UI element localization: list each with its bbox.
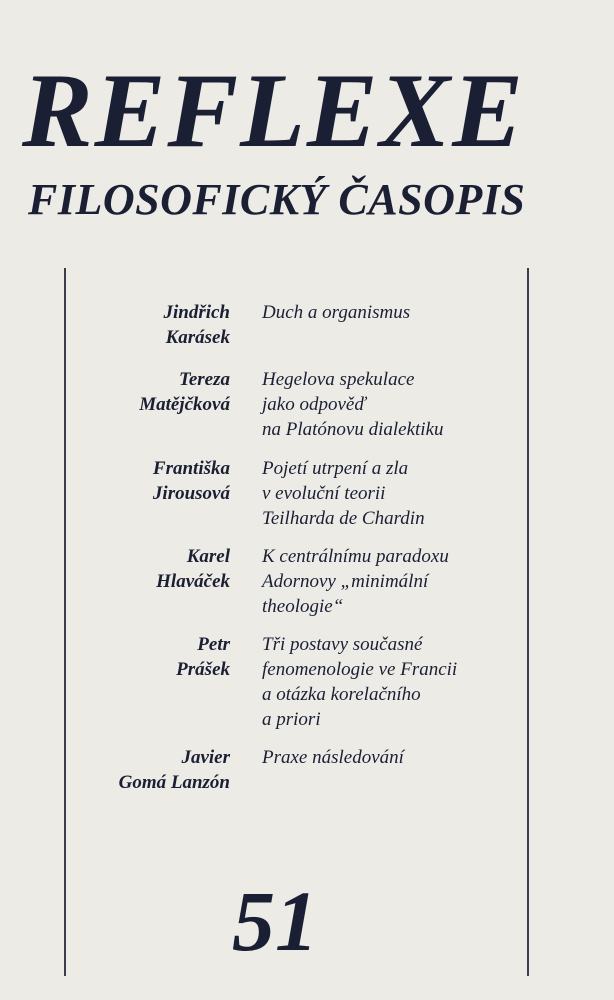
author-first-name: Karel — [186, 546, 230, 567]
entry-article-title — [262, 632, 520, 745]
author-first-name: Javier — [181, 747, 230, 768]
entry-article-title — [262, 745, 520, 805]
table-of-contents — [70, 300, 520, 805]
author-last-name: Matějčková — [139, 394, 230, 415]
article-line: fenomenologie ve Francii — [262, 659, 458, 680]
article-line: theologie“ — [262, 596, 344, 617]
author-last-name: Hlaváček — [156, 571, 230, 592]
contents-entry — [70, 745, 520, 805]
author-last-name: Karásek — [165, 327, 230, 348]
right-vertical-rule — [527, 268, 529, 976]
journal-title: REFLEXE — [22, 52, 525, 169]
article-line: a priori — [262, 709, 321, 730]
entry-author — [70, 456, 262, 544]
entry-author — [70, 300, 262, 367]
article-line: v evoluční teorii — [262, 483, 386, 504]
article-line: Adornovy „minimální — [262, 571, 429, 592]
entry-author — [70, 367, 262, 456]
article-line: Praxe následování — [262, 747, 404, 768]
article-line: Duch a organismus — [262, 302, 411, 323]
contents-entry — [70, 632, 520, 745]
article-line: Hegelova spekulace — [262, 369, 415, 390]
left-vertical-rule — [64, 268, 66, 976]
article-line: K centrálnímu paradoxu — [262, 546, 449, 567]
entry-author — [70, 745, 262, 805]
author-last-name: Jirousová — [152, 483, 230, 504]
journal-subtitle: FILOSOFICKÝ ČASOPIS — [28, 175, 526, 224]
author-last-name: Gomá Lanzón — [118, 772, 230, 793]
entry-author — [70, 632, 262, 745]
author-first-name: Petr — [197, 634, 230, 655]
author-first-name: Tereza — [178, 369, 230, 390]
issue-number: 51 — [232, 873, 318, 969]
entry-article-title — [262, 544, 520, 632]
entry-article-title — [262, 300, 520, 367]
contents-entry — [70, 456, 520, 544]
article-line: a otázka korelačního — [262, 684, 421, 705]
contents-entry — [70, 367, 520, 456]
contents-entry — [70, 300, 520, 367]
entry-article-title — [262, 456, 520, 544]
entry-author — [70, 544, 262, 632]
author-first-name: Jindřich — [163, 302, 230, 323]
article-line: Teilharda de Chardin — [262, 508, 425, 529]
contents-entry — [70, 544, 520, 632]
article-line: jako odpověď — [262, 394, 366, 415]
entry-article-title — [262, 367, 520, 456]
article-line: Tři postavy současné — [262, 634, 423, 655]
author-first-name: Františka — [152, 458, 230, 479]
author-last-name: Prášek — [176, 659, 230, 680]
article-line: Pojetí utrpení a zla — [262, 458, 409, 479]
article-line: na Platónovu dialektiku — [262, 419, 444, 440]
